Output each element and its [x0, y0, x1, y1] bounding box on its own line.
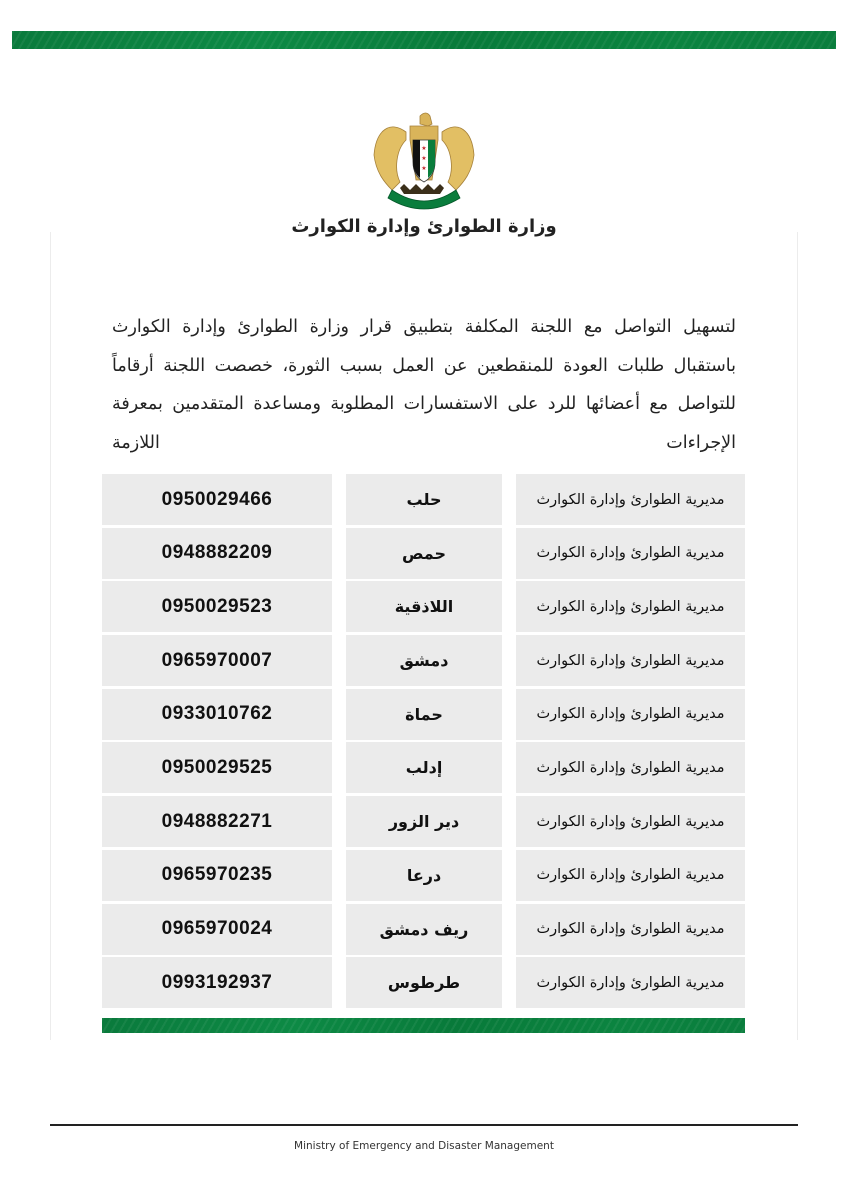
ministry-title: وزارة الطوارئ وإدارة الكوارث: [291, 216, 557, 237]
syrian-eagle-emblem: [370, 110, 478, 210]
directorate-cell: مديرية الطوارئ وإدارة الكوارث: [516, 581, 745, 632]
top-green-bar: [12, 31, 836, 49]
table-row: [102, 742, 745, 793]
city-cell: حمص: [346, 528, 502, 579]
intro-paragraph: لتسهيل التواصل مع اللجنة المكلفة بتطبيق قرار وزارة الطوارئ وإدارة الكوارث باستقبال طلبات العودة للمنقطعين عن العمل بسبب الثورة، خصصت اللجنة أرقاماً للتواصل مع أعضائها للرد على الاستفسارات المطلوبة ومساعدة المتقدمين بمعرفة الإجراءات اللازمة: [112, 317, 736, 453]
bottom-green-bar: [102, 1018, 745, 1033]
page-border-left: [50, 232, 51, 1040]
phone-cell: 0965970007: [102, 635, 332, 686]
table-row: [102, 581, 745, 632]
directorate-cell: مديرية الطوارئ وإدارة الكوارث: [516, 904, 745, 955]
table-row: [102, 957, 745, 1008]
directorate-cell: مديرية الطوارئ وإدارة الكوارث: [516, 635, 745, 686]
phone-cell: 0948882209: [102, 528, 332, 579]
contacts-table: [102, 474, 745, 1011]
directorate-cell: مديرية الطوارئ وإدارة الكوارث: [516, 689, 745, 740]
phone-cell: 0933010762: [102, 689, 332, 740]
city-cell: حلب: [346, 474, 502, 525]
phone-cell: 0965970024: [102, 904, 332, 955]
page-border-right: [797, 232, 798, 1040]
footer-text: Ministry of Emergency and Disaster Management: [294, 1140, 554, 1152]
city-cell: اللاذقية: [346, 581, 502, 632]
directorate-cell: مديرية الطوارئ وإدارة الكوارث: [516, 474, 745, 525]
city-cell: دير الزور: [346, 796, 502, 847]
directorate-cell: مديرية الطوارئ وإدارة الكوارث: [516, 742, 745, 793]
phone-cell: 0965970235: [102, 850, 332, 901]
phone-cell: 0993192937: [102, 957, 332, 1008]
phone-cell: 0950029523: [102, 581, 332, 632]
city-cell: طرطوس: [346, 957, 502, 1008]
table-row: [102, 474, 745, 525]
city-cell: ريف دمشق: [346, 904, 502, 955]
table-row: [102, 904, 745, 955]
city-cell: إدلب: [346, 742, 502, 793]
directorate-cell: مديرية الطوارئ وإدارة الكوارث: [516, 796, 745, 847]
phone-cell: 0950029525: [102, 742, 332, 793]
city-cell: دمشق: [346, 635, 502, 686]
city-cell: درعا: [346, 850, 502, 901]
svg-text:★: ★: [421, 165, 427, 172]
directorate-cell: مديرية الطوارئ وإدارة الكوارث: [516, 528, 745, 579]
svg-text:★: ★: [421, 155, 427, 162]
table-row: [102, 689, 745, 740]
city-cell: حماة: [346, 689, 502, 740]
table-row: [102, 528, 745, 579]
svg-text:★: ★: [421, 145, 427, 152]
footer-divider: [50, 1124, 798, 1126]
phone-cell: 0950029466: [102, 474, 332, 525]
phone-cell: 0948882271: [102, 796, 332, 847]
directorate-cell: مديرية الطوارئ وإدارة الكوارث: [516, 850, 745, 901]
table-row: [102, 796, 745, 847]
directorate-cell: مديرية الطوارئ وإدارة الكوارث: [516, 957, 745, 1008]
table-row: [102, 635, 745, 686]
table-row: [102, 850, 745, 901]
